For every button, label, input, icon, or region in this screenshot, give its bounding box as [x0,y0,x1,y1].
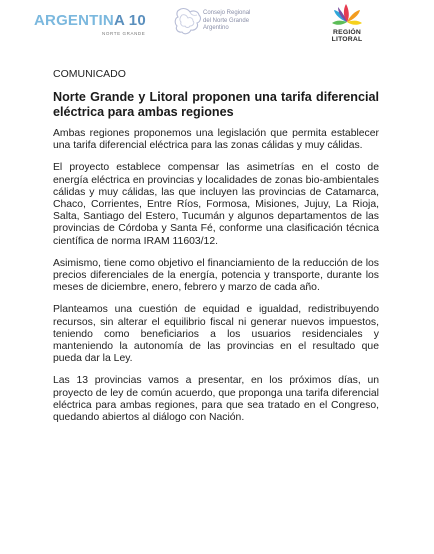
consejo-line-3: Argentino [203,25,229,31]
press-release [53,68,379,424]
consejo-line-2: del Norte Grande [203,17,250,24]
region-line-2: LITORAL [331,36,363,44]
argentina-10-logo [34,12,152,42]
paragraph-5: Las 13 provincias vamos a presentar, en los próximos días, un proyecto de ley de común acuerdo, que proponga una tarifa diferencial eléctrica para ambas regiones, para que sea tratado en el Congreso, quedando abiertos al diálogo con Nación. [53,375,379,424]
paragraph-2: El proyecto establece compensar las asimetrías en el costo de energía eléctrica en provincias y localidades de zonas bio-ambientales cálidas y muy cálidas, las que incluyen las provincias de Catamarca, Chaco, Corrientes, Entre Ríos, Formosa, Misiones, Jujuy, La Rioja, Salta, Santiago del Estero, Tucumán y algunos departamentos de las provincias de Córdoba y Santa Fé, conforme una clasificación técnica científica de norma IRAM 11603/12. [53,162,379,247]
document-title: Norte Grande y Litoral proponen una tarifa diferencial eléctrica para ambas regiones [53,90,379,119]
consejo-regional-logo [173,4,283,44]
region-line-1: REGIÓN [332,29,361,36]
region-litoral-logo [321,2,373,46]
document-label: COMUNICADO [53,68,126,80]
argentina-10-title [34,12,146,29]
paragraph-4: Planteamos una cuestión de equidad e igualdad, redistribuyendo recursos, sin alterar el equilibrio fiscal ni generar nuevos impuestos, teniendo como beneficiarios a los usuarios residenciales y manteniendo la autonomía de las provincias en el resultado que pueda dar la Ley. [53,304,379,365]
paragraph-1: Ambas regiones proponemos una legislación que permita establecer una tarifa diferencial eléctrica para las zonas cálidas y muy cálidas. [53,128,379,152]
consejo-line-1: Consejo Regional [203,10,251,16]
region-text [321,29,373,44]
consejo-text [203,10,250,33]
argentina-word: ARGENTIN [34,12,114,29]
argentina-subtitle: NORTE GRANDE [102,31,146,36]
letterhead [0,0,434,48]
paragraph-3: Asimismo, tiene como objetivo el financiamiento de la reducción de los precios diferenciales de la energía, potencia y transporte, durante los meses de diciembre, enero, febrero y marzo de cada año. [53,257,379,294]
consejo-map-icon [173,6,205,40]
argentina-tail: A 10 [113,12,146,29]
region-flower-icon [331,2,363,29]
